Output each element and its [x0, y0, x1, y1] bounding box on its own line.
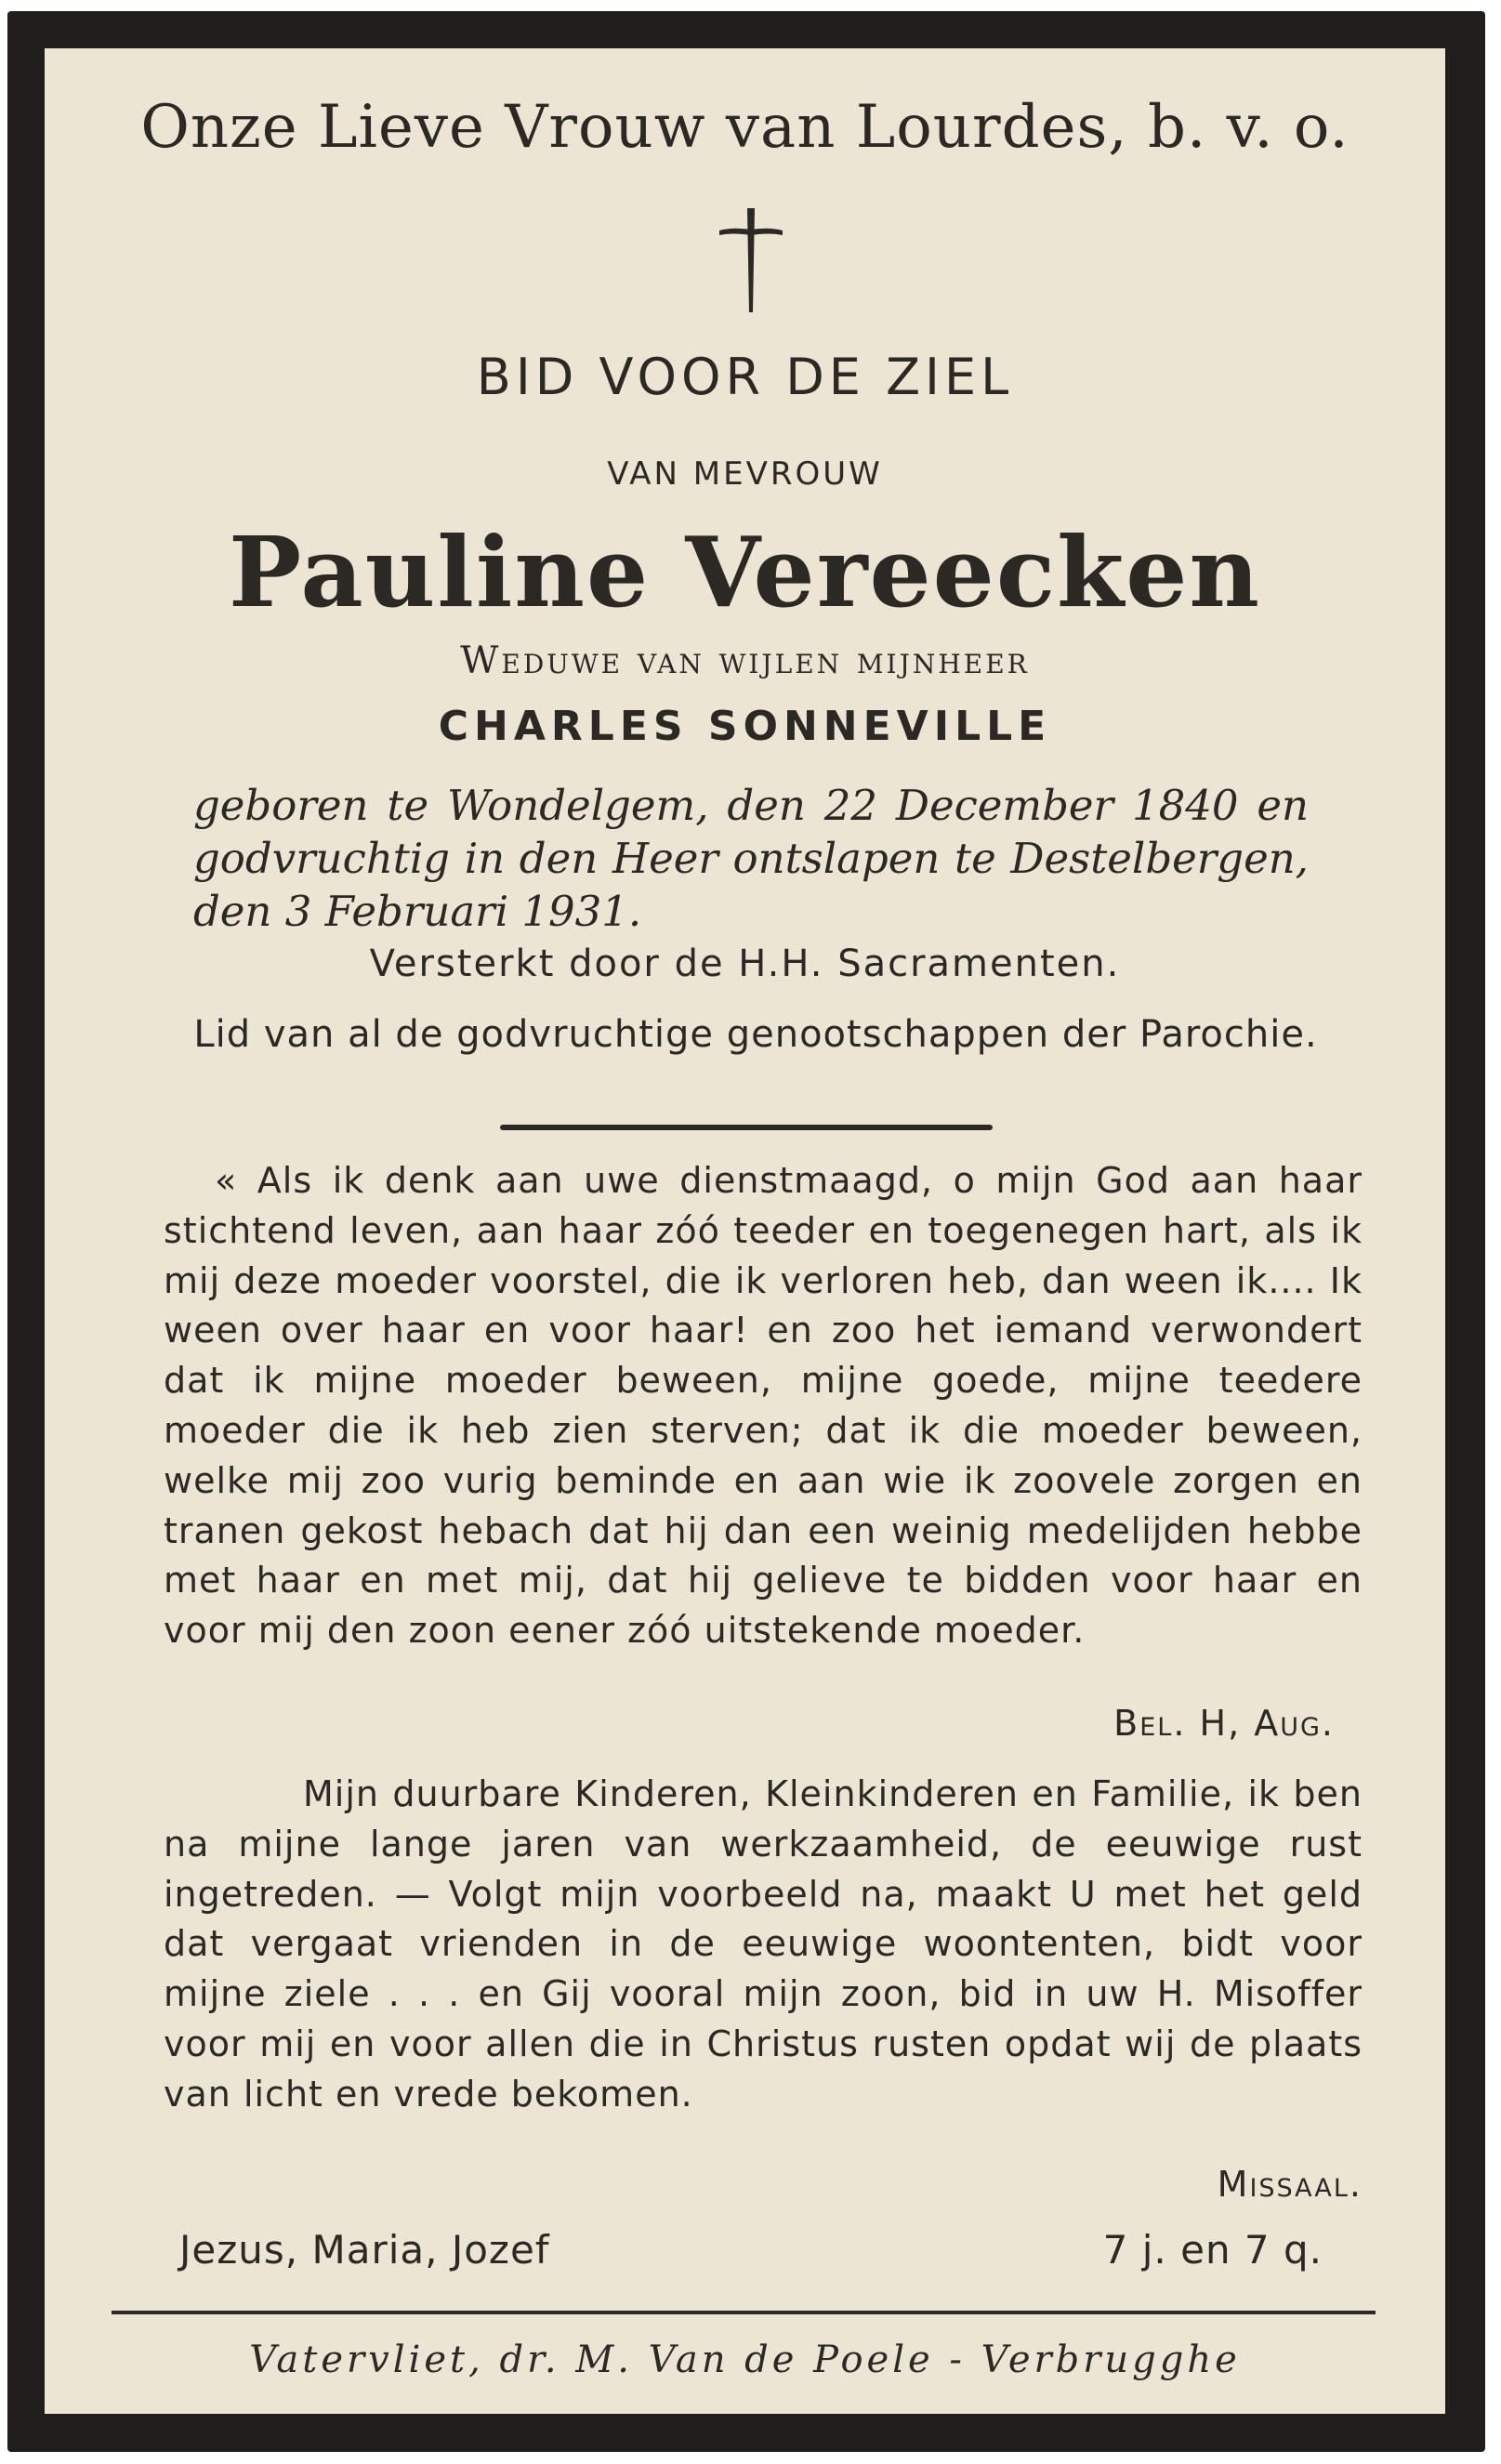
quote-text: « Als ik denk aan uwe dienstmaagd, o mijn God aan haar stichtend leven, aan haar zóó teeder en toegenegen hart, als ik mij deze moeder voorstel, die ik verloren heb, dan ween ik.... Ik ween over haar en voor haar! en zoo het iemand verwondert dat ik mijne moeder beween, mijne goede, mijne teedere moeder die ik heb zien sterven; dat ik die moeder beween, welke mij zoo vurig beminde en aan wie ik zoovele zorgen en tranen gekost hebach dat hij dan een weinig medelijden hebbe met haar en met mij, dat hij gelieve te bidden voor haar en voor mij den zoon eener zóó uitstekende moeder. — [164, 1160, 1363, 1652]
deceased-name: Pauline Vereecken — [228, 515, 1262, 629]
cross-icon — [714, 204, 788, 316]
testament-source: Missaal. — [1217, 2164, 1363, 2205]
societies-line: Lid van al de godvruchtige genootschappen der Parochie. — [193, 1013, 1318, 1056]
card-paper — [45, 48, 1445, 2414]
invocation: Jezus, Maria, Jozef — [179, 2227, 550, 2273]
prayer-line: BID VOOR DE ZIEL — [476, 348, 1014, 406]
quote-source: Bel. H, Aug. — [1113, 1703, 1335, 1744]
memorial-card — [7, 11, 1485, 2452]
widow-line: Weduwe van wijlen mijnheer — [460, 639, 1030, 682]
birth-death-text: geboren te Wondelgem, den 22 December 1840 en godvruchtig in den Heer ontslapen te Destelbergen, den 3 Februari 1931. — [193, 781, 1309, 936]
indulgence: 7 j. en 7 q. — [1102, 2227, 1323, 2273]
testament-attribution — [164, 2160, 1363, 2210]
testament-text: Mijn duurbare Kinderen, Kleinkinderen en Familie, ik ben na mijne lange jaren van werkzaamheid, de eeuwige rust ingetreden. — Volgt mijn voorbeeld na, maakt U met het geld dat vergaat vrienden in de eeuwige woontenten, bidt voor mijne ziele . . . en Gij vooral mijn zoon, bid in uw H. Misoffer voor mij en voor allen die in Christus rusten opdat wij de plaats van licht en vrede bekomen. — [164, 1773, 1363, 2115]
van-line: VAN MEVROUW — [607, 455, 883, 493]
sacraments-line: Versterkt door de H.H. Sacramenten. — [369, 942, 1121, 985]
printer-line: Vatervliet, dr. M. Van de Poele - Verbrugghe — [249, 2339, 1241, 2381]
husband-name: CHARLES SONNEVILLE — [438, 703, 1052, 750]
card-header: Onze Lieve Vrouw van Lourdes, b. v. o. — [140, 93, 1350, 162]
quote-attribution — [164, 1699, 1335, 1749]
divider — [500, 1125, 993, 1130]
bottom-divider — [112, 2311, 1376, 2314]
invocation-row — [179, 2227, 1323, 2273]
